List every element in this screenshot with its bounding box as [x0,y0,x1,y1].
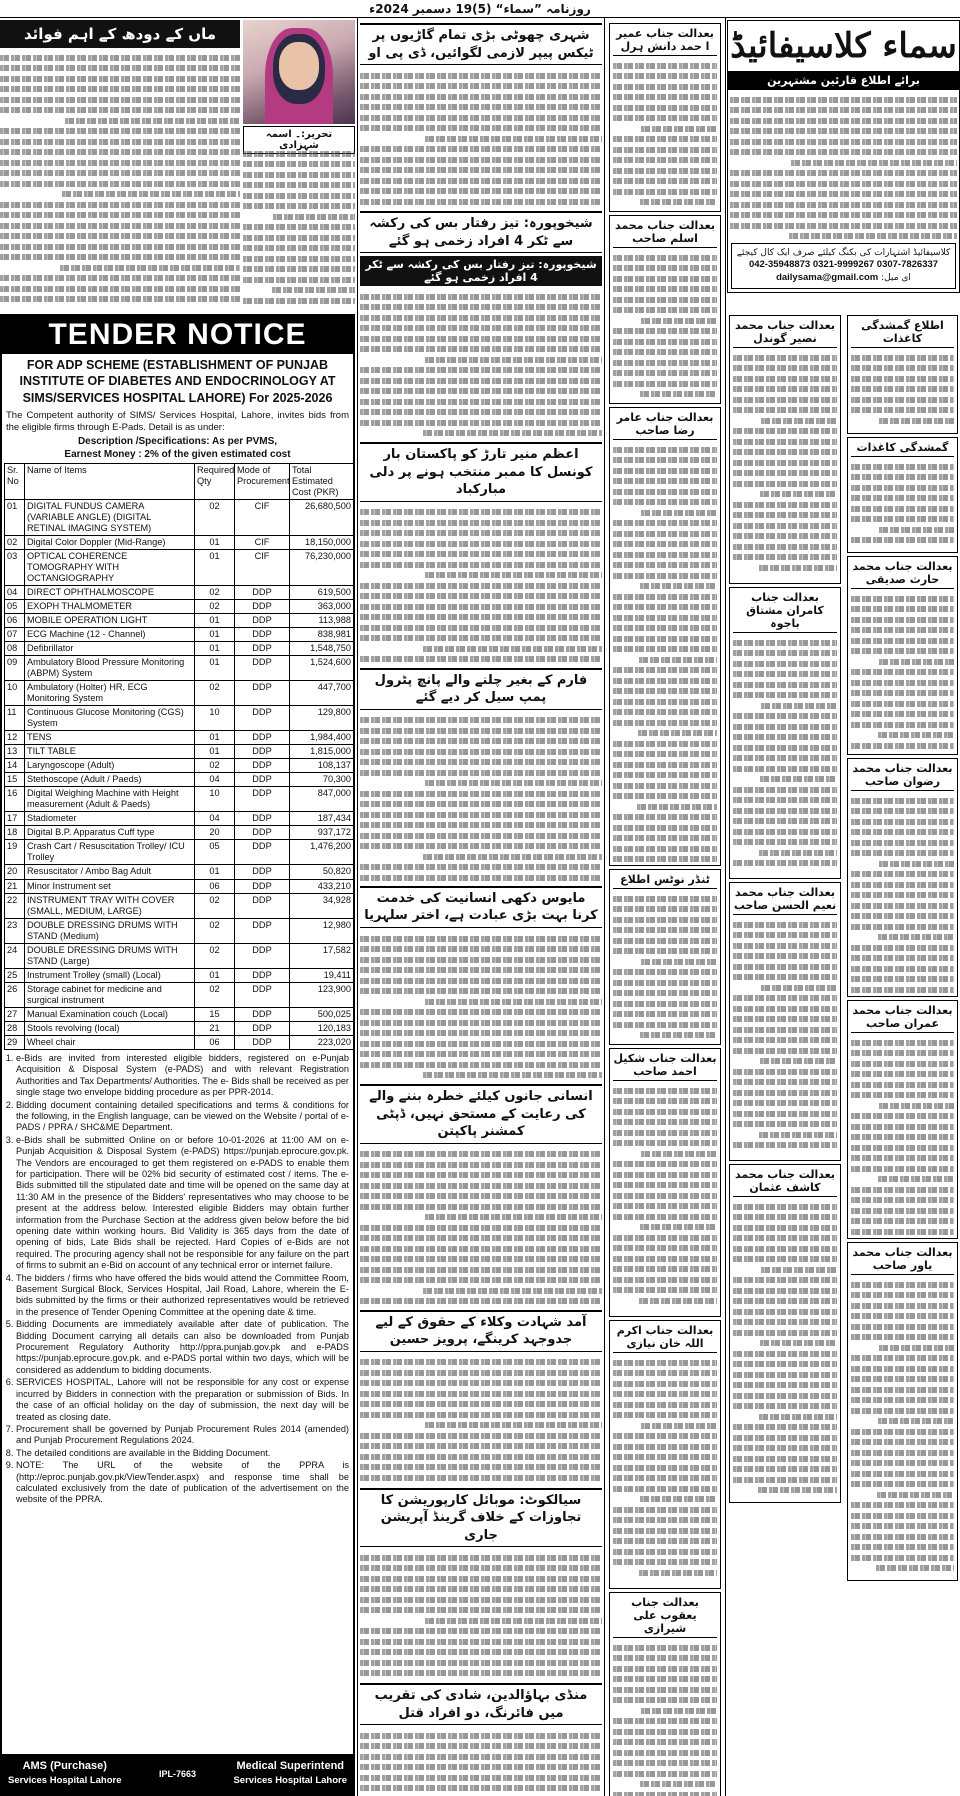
cell-cost: 129,800 [290,706,354,731]
classified-info-text [728,90,959,240]
cell-qty: 05 [195,840,235,865]
court-notice: بعدالت جناب عامر رضا صاحب [609,407,721,866]
cell-cost: 1,476,200 [290,840,354,865]
cell-mode: DDP [235,641,290,655]
cell-mode: DDP [235,879,290,893]
table-row [5,918,354,943]
cell-cost: 50,820 [290,865,354,879]
article-text [360,289,602,439]
table-row [5,627,354,641]
column-rule [725,18,726,1796]
cell-item-name: Storage cabinet for medicine and surgical instrument [25,982,195,1007]
tender-term: 9. NOTE: The URL of the website of the PPRA is (http://eproc.punjab.gov.pk/ViewTender.aspx) and response time shall be calculated exclusively from the date of publication of the advertisement on the website of the PPRA. [16,1460,349,1506]
cell-cost: 1,984,400 [290,731,354,745]
cell-qty: 02 [195,585,235,599]
author-byline: تحریر:۔ اسمہ شہزادی [243,126,355,154]
article-text [360,931,602,1081]
table-row [5,943,354,968]
cell-mode: DDP [235,1021,290,1035]
cell-sr: 11 [5,706,25,731]
cell-mode: CIF [235,549,290,585]
newspaper-masthead: روزنامہ ”سماء“ (5)19 دسمبر 2024ء [0,0,960,18]
cell-cost: 1,815,000 [290,745,354,759]
cell-qty: 10 [195,787,235,812]
cell-mode: DDP [235,681,290,706]
cell-cost: 17,582 [290,943,354,968]
table-row [5,641,354,655]
tender-description: Description /Specifications: As per PVMS, [77,435,278,447]
cell-qty: 10 [195,706,235,731]
news-column [360,20,602,1796]
court-notice: بعدالت جناب شکیل احمد صاحب [609,1048,721,1317]
court-notice: بعدالت جناب عمیر ا حمد دانش ہرل [609,23,721,212]
court-notice: بعدالت جناب محمد یاور صاحب [847,1242,958,1581]
cell-sr: 04 [5,585,25,599]
cell-qty: 20 [195,826,235,840]
news-headline: مایوس دکھی انسانیت کی خدمت کرنا بہت بڑی عبادت ہے، اختر سلہریا [360,886,602,928]
cell-item-name: Continuous Glucose Monitoring (CGS) System [25,706,195,731]
table-row [5,773,354,787]
table-row [5,826,354,840]
classified-title: سماء کلاسیفائیڈ [730,26,957,66]
cell-cost: 838,981 [290,627,354,641]
court-notice: بعدالت جناب محمد رضوان صاحب [847,758,958,997]
table-row [5,599,354,613]
table-row [5,879,354,893]
cell-qty: 06 [195,879,235,893]
table-row [5,549,354,585]
tender-notice [0,314,355,1796]
cell-qty: 01 [195,613,235,627]
cell-sr: 05 [5,599,25,613]
cell-cost: 1,524,600 [290,655,354,680]
cell-cost: 18,150,000 [290,535,354,549]
milk-article-body-2 [243,146,355,312]
cell-item-name: Ambulatory (Holter) HR, ECG Monitoring System [25,681,195,706]
cell-sr: 15 [5,773,25,787]
tender-terms-list [2,1052,353,1508]
tender-term: 8. The detailed conditions are available in the Bidding Document. [16,1448,349,1459]
cell-qty: 02 [195,943,235,968]
cell-cost: 223,020 [290,1035,354,1049]
cell-mode: DDP [235,865,290,879]
cell-item-name: Laryngoscope (Adult) [25,759,195,773]
cell-qty: 02 [195,499,235,535]
cell-sr: 29 [5,1035,25,1049]
lost-documents-notice: گمشدگی کاغذات [847,437,958,553]
header-item-name: Name of Items [25,463,195,499]
table-row [5,982,354,1007]
cell-item-name: Resuscitator / Ambo Bag Adult [25,865,195,879]
cell-cost: 76,230,000 [290,549,354,585]
cell-mode: DDP [235,655,290,680]
cell-qty: 02 [195,918,235,943]
cell-cost: 120,183 [290,1021,354,1035]
cell-qty: 02 [195,599,235,613]
tender-term: 2. Bidding document containing detailed specifications and terms & conditions for the following, in the English language, can be viewed on the Website / portal of e-PADS / PPRA / SHC&ME Department. [16,1100,349,1134]
table-row [5,968,354,982]
cell-sr: 09 [5,655,25,680]
cell-qty: 01 [195,549,235,585]
table-row [5,731,354,745]
cell-item-name: DIGITAL FUNDUS CAMERA (VARIABLE ANGLE) (DIGITAL RETINAL IMAGING SYSTEM) [25,499,195,535]
cell-item-name: INSTRUMENT TRAY WITH COVER (SMALL, MEDIUM, LARGE) [25,893,195,918]
cell-mode: DDP [235,613,290,627]
cell-mode: CIF [235,535,290,549]
cell-qty: 01 [195,655,235,680]
cell-cost: 19,411 [290,968,354,982]
booking-email: dailysama@gmail.com [776,271,879,283]
court-notice: بعدالت جناب محمد اسلم صاحب [609,215,721,404]
cell-item-name: Stadiometer [25,812,195,826]
table-row [5,1007,354,1021]
news-headline: فارم کے بغیر چلنے والے پانچ پٹرول پمپ سیل کر دیے گئے [360,668,602,710]
court-notice: بعدالت جناب کامران مشتاق باجوہ [729,587,841,879]
table-row [5,585,354,599]
cell-qty: 01 [195,535,235,549]
cell-sr: 14 [5,759,25,773]
cell-cost: 847,000 [290,787,354,812]
cell-item-name: Crash Cart / Resuscitation Trolley/ ICU Trolley [25,840,195,865]
cell-cost: 123,900 [290,982,354,1007]
tender-term: 1. e-Bids are invited from interested eligible bidders, registered on e-Punjab Acquisition & Disposal System (e-PADS) and with relevant Registration Authorities and Tax Departments/ Authorities. The e- Bids shall be received as per single stage two envelope bidding procedure as per PPR-2014. [16,1053,349,1099]
news-headline: منڈی بہاؤالدین، شادی کی تقریب میں فائرنگ، دو افراد قتل [360,1683,602,1725]
news-headline: آمد شہادت وکلاء کے حقوق کے لیے جدوجہد کرینگے، پرویز حسین [360,1310,602,1352]
table-row [5,787,354,812]
court-notice: بعدالت جناب اکرم اللہ خان نیازی [609,1320,721,1589]
cell-qty: 01 [195,641,235,655]
cell-cost: 70,300 [290,773,354,787]
cell-mode: DDP [235,599,290,613]
cell-item-name: Digital Weighing Machine with Height measurement (Adult & Paeds) [25,787,195,812]
cell-cost: 433,210 [290,879,354,893]
cell-sr: 17 [5,812,25,826]
milk-article-headline: ماں کے دودھ کے اہم فوائد [0,20,240,48]
cell-qty: 06 [195,1035,235,1049]
cell-mode: DDP [235,1035,290,1049]
cell-qty: 01 [195,745,235,759]
court-notices-column [607,20,723,1796]
table-row [5,706,354,731]
article-text [360,1550,602,1680]
cell-mode: DDP [235,731,290,745]
cell-cost: 26,680,500 [290,499,354,535]
cell-qty: 01 [195,865,235,879]
court-notice: بعدالت جناب محمد عمران صاحب [847,1000,958,1239]
cell-item-name: Defibrillator [25,641,195,655]
ipl-number: IPL-7663 [158,1769,197,1779]
cell-qty: 04 [195,773,235,787]
cell-sr: 22 [5,893,25,918]
cell-qty: 02 [195,893,235,918]
cell-sr: 08 [5,641,25,655]
cell-item-name: DOUBLE DRESSING DRUMS WITH STAND (Large) [25,943,195,968]
cell-sr: 20 [5,865,25,879]
cell-item-name: OPTICAL COHERENCE TOMOGRAPHY WITH OCTANGIOGRAPHY [25,549,195,585]
cell-mode: DDP [235,982,290,1007]
table-row [5,865,354,879]
news-subheadline: شیخوپورہ: تیز رفتار بس کی رکشہ سے ٹکر 4 افراد زخمی ہو گئے [360,256,602,286]
article-text [360,1355,602,1485]
cell-sr: 24 [5,943,25,968]
article-text [360,1147,602,1307]
tender-items-table [4,463,354,1050]
news-headline: اعظم منیر تارڑ کو پاکستان بار کونسل کا ممبر منتخب ہونے پر دلی مبارکباد [360,442,602,502]
cell-item-name: Stools revolving (local) [25,1021,195,1035]
cell-sr: 21 [5,879,25,893]
cell-item-name: EXOPH THALMOMETER [25,599,195,613]
cell-qty: 02 [195,681,235,706]
cell-sr: 12 [5,731,25,745]
cell-cost: 363,000 [290,599,354,613]
cell-sr: 03 [5,549,25,585]
cell-item-name: Stethoscope (Adult / Paeds) [25,773,195,787]
table-header-row [5,463,354,499]
cell-item-name: Minor Instrument set [25,879,195,893]
table-row [5,681,354,706]
cell-sr: 13 [5,745,25,759]
table-row [5,613,354,627]
classified-header [727,20,960,293]
table-row [5,893,354,918]
cell-sr: 18 [5,826,25,840]
article-text [360,1728,602,1796]
news-headline: شہری چھوٹی بڑی تمام گاڑیوں پر ٹیکس پیپر لازمی لگوائیں، ڈی پی او [360,23,602,65]
cell-cost: 937,172 [290,826,354,840]
cell-sr: 28 [5,1021,25,1035]
cell-cost: 12,980 [290,918,354,943]
news-headline: شیخوپورہ: تیز رفتار بس کی رکشہ سے ٹکر 4 افراد زخمی ہو گئے [360,211,602,253]
article-text [0,55,240,303]
cell-mode: DDP [235,585,290,599]
cell-qty: 15 [195,1007,235,1021]
cell-sr: 02 [5,535,25,549]
cell-cost: 447,700 [290,681,354,706]
cell-cost: 113,988 [290,613,354,627]
milk-article-body [0,50,240,312]
cell-sr: 06 [5,613,25,627]
news-headline: انسانی جانوں کیلئے خطرہ بننے والے کی رعایت کے مستحق نہیں، ڈپٹی کمشنر پاکپتن [360,1084,602,1144]
article-text [243,151,355,304]
cell-qty: 01 [195,627,235,641]
article-text [360,505,602,665]
tender-footer [2,1754,353,1794]
cell-qty: 04 [195,812,235,826]
cell-cost: 187,434 [290,812,354,826]
cell-mode: DDP [235,773,290,787]
ams-signature: AMS (Purchase) Services Hospital Lahore [8,1760,122,1786]
cell-item-name: TILT TABLE [25,745,195,759]
table-row [5,812,354,826]
cell-item-name: DOUBLE DRESSING DRUMS WITH STAND (Medium) [25,918,195,943]
cell-mode: DDP [235,893,290,918]
table-row [5,535,354,549]
cell-item-name: Instrument Trolley (small) (Local) [25,968,195,982]
cell-mode: DDP [235,840,290,865]
cell-mode: DDP [235,826,290,840]
tender-term: 4. The bidders / firms who have offered the bids would attend the Committee Room, Basement Surgical Block, Services Hospital, Jail Road, Lahore, wherein the E-bids submitted by the firms or their authorized representatives would be retrieved in the presence of Tender Opening Committee at the opening date & time. [16,1273,349,1319]
cell-qty: 02 [195,759,235,773]
tender-term: 5. Bidding Documents are immediately available after date of publication. The Bidding Document carrying all details can also be downloaded from Punjab Procurement Regulatory Authority http://ppra.punjab.gov.pk and e-PADS https://punjab.eprocure.gov.pk. and e-PADS portal within two days, which will be considered as addendum to bidding documents. [16,1319,349,1376]
cell-mode: DDP [235,1007,290,1021]
tender-intro: The Competent authority of SIMS/ Services Hospital, Lahore, invites bids from the eligible firms through E-Pads. Detail is as under: [6,409,349,433]
cell-qty: 02 [195,982,235,1007]
cell-sr: 19 [5,840,25,865]
cell-mode: DDP [235,706,290,731]
header-sr: Sr. No [5,463,25,499]
tender-term: 3. e-Bids shall be submitted Online on or before 10-01-2026 at 11:00 AM on e-Punjab Acquisition & Disposal System (e-PADS) https://punjab.eprocure.gov.pk. The Vendors are encouraged to get them registered on e-PADS to enable them for participation. There will be 02% bid security of estimated cost / items. The e-Bids submitted till the stipulated date and time will be opened on the same day at 11:30 AM in the presence of the Bidders' representatives who may choose to be present at the address below. Interested eligible Bidders may obtain further information from the Purchase Section at the address given below before the bid opening date within working hours. Bid Validity is 365 days from the date of opening of bids, Late Bids shall be rejected. Hard Copies of e-Bids are not required. The procuring agency shall not be responsible for any failure on the part of firms to submit an e-Bid on account of any technical error or internet failure. [16,1135,349,1272]
cell-mode: DDP [235,627,290,641]
cell-sr: 01 [5,499,25,535]
table-row [5,655,354,680]
article-text [360,68,602,208]
article-text [360,713,602,883]
cell-sr: 07 [5,627,25,641]
classified-subtitle: برائے اطلاع قارئین مشتہرین [728,71,959,90]
cell-qty: 01 [195,731,235,745]
cell-mode: DDP [235,787,290,812]
court-notice: بعدالت جناب یعقوب علی شیرازی [609,1592,721,1796]
cell-mode: CIF [235,499,290,535]
booking-contact-box: کلاسیفائیڈ اشتہارات کی بکنگ کیلئے صرف ایک کال کیجئے 042-35948873 0321-9999267 0307-7826337 ای میل: dailysama@gmail.com [731,243,956,289]
header-procurement-mode: Mode of Procurement [235,463,290,499]
lost-documents-notice: اطلاع گمشدگی کاغذات [847,315,958,434]
classified-notices-left [727,312,843,1796]
cell-mode: DDP [235,759,290,773]
cell-qty: 21 [195,1021,235,1035]
cell-item-name: ECG Machine (12 - Channel) [25,627,195,641]
cell-item-name: Manual Examination couch (Local) [25,1007,195,1021]
column-rule [604,18,605,1796]
news-headline: سیالکوٹ: موبائل کارپوریشن کا تجاوزات کے خلاف گرینڈ آپریشن جاری [360,1488,602,1548]
cell-cost: 1,548,750 [290,641,354,655]
cell-item-name: Digital Color Doppler (Mid-Range) [25,535,195,549]
cell-mode: DDP [235,968,290,982]
cell-cost: 34,928 [290,893,354,918]
ms-signature: Medical Superintend Services Hospital Lahore [233,1760,347,1786]
tender-title: TENDER NOTICE [2,316,353,354]
author-portrait [243,20,355,124]
cell-mode: DDP [235,745,290,759]
cell-item-name: Wheel chair [25,1035,195,1049]
table-row [5,840,354,865]
cell-sr: 25 [5,968,25,982]
tender-term: 6. SERVICES HOSPITAL, Lahore will not be responsible for any cost or expense incurred by Bidders in connection with the preparation or submission of Bids. In the case of an official holiday on the day of submission, the next day will be treated as closing date. [16,1377,349,1423]
cell-sr: 26 [5,982,25,1007]
table-row [5,759,354,773]
cell-sr: 16 [5,787,25,812]
cell-cost: 619,500 [290,585,354,599]
cell-cost: 108,137 [290,759,354,773]
cell-mode: DDP [235,943,290,968]
cell-cost: 500,025 [290,1007,354,1021]
cell-item-name: MOBILE OPERATION LIGHT [25,613,195,627]
cell-sr: 27 [5,1007,25,1021]
cell-item-name: Digital B.P. Apparatus Cuff type [25,826,195,840]
column-rule [357,18,358,1796]
table-row [5,745,354,759]
cell-sr: 23 [5,918,25,943]
header-qty: Required Qty [195,463,235,499]
cell-item-name: TENS [25,731,195,745]
cell-item-name: DIRECT OPHTHALMOSCOPE [25,585,195,599]
table-row [5,1021,354,1035]
court-notice: بعدالت جناب محمد حارث صدیقی [847,556,958,755]
table-row [5,499,354,535]
court-notice: بعدالت جناب محمد نصیر گوندل [729,315,841,584]
court-notice: بعدالت جناب محمد کاشف عثمان [729,1164,841,1503]
cell-item-name: Ambulatory Blood Pressure Monitoring (ABPM) System [25,655,195,680]
booking-phones: 042-35948873 0321-9999267 0307-7826337 [748,259,939,271]
tender-earnest-money: Earnest Money : 2% of the given estimated cost [64,448,291,460]
table-row [5,1035,354,1049]
cell-mode: DDP [235,918,290,943]
classified-notices-right [845,312,960,1796]
cell-mode: DDP [235,812,290,826]
cell-qty: 01 [195,968,235,982]
tender-subtitle: FOR ADP SCHEME (ESTABLISHMENT OF PUNJAB INSTITUTE OF DIABETES AND ENDOCRINOLOGY AT SIMS/SERVICES HOSPITAL LAHORE) For 2025-2026 [19,358,336,405]
header-estimated-cost: Total Estimated Cost (PKR) [290,463,354,499]
cell-sr: 10 [5,681,25,706]
court-notice: ٹنڈر نوٹس اطلاع [609,869,721,1045]
tender-term: 7. Procurement shall be governed by Punjab Procurement Rules 2014 (amended) and Punjab Procurement Regulations 2024. [16,1424,349,1447]
court-notice: بعدالت جناب محمد نعیم الحسن صاحب [729,882,841,1161]
